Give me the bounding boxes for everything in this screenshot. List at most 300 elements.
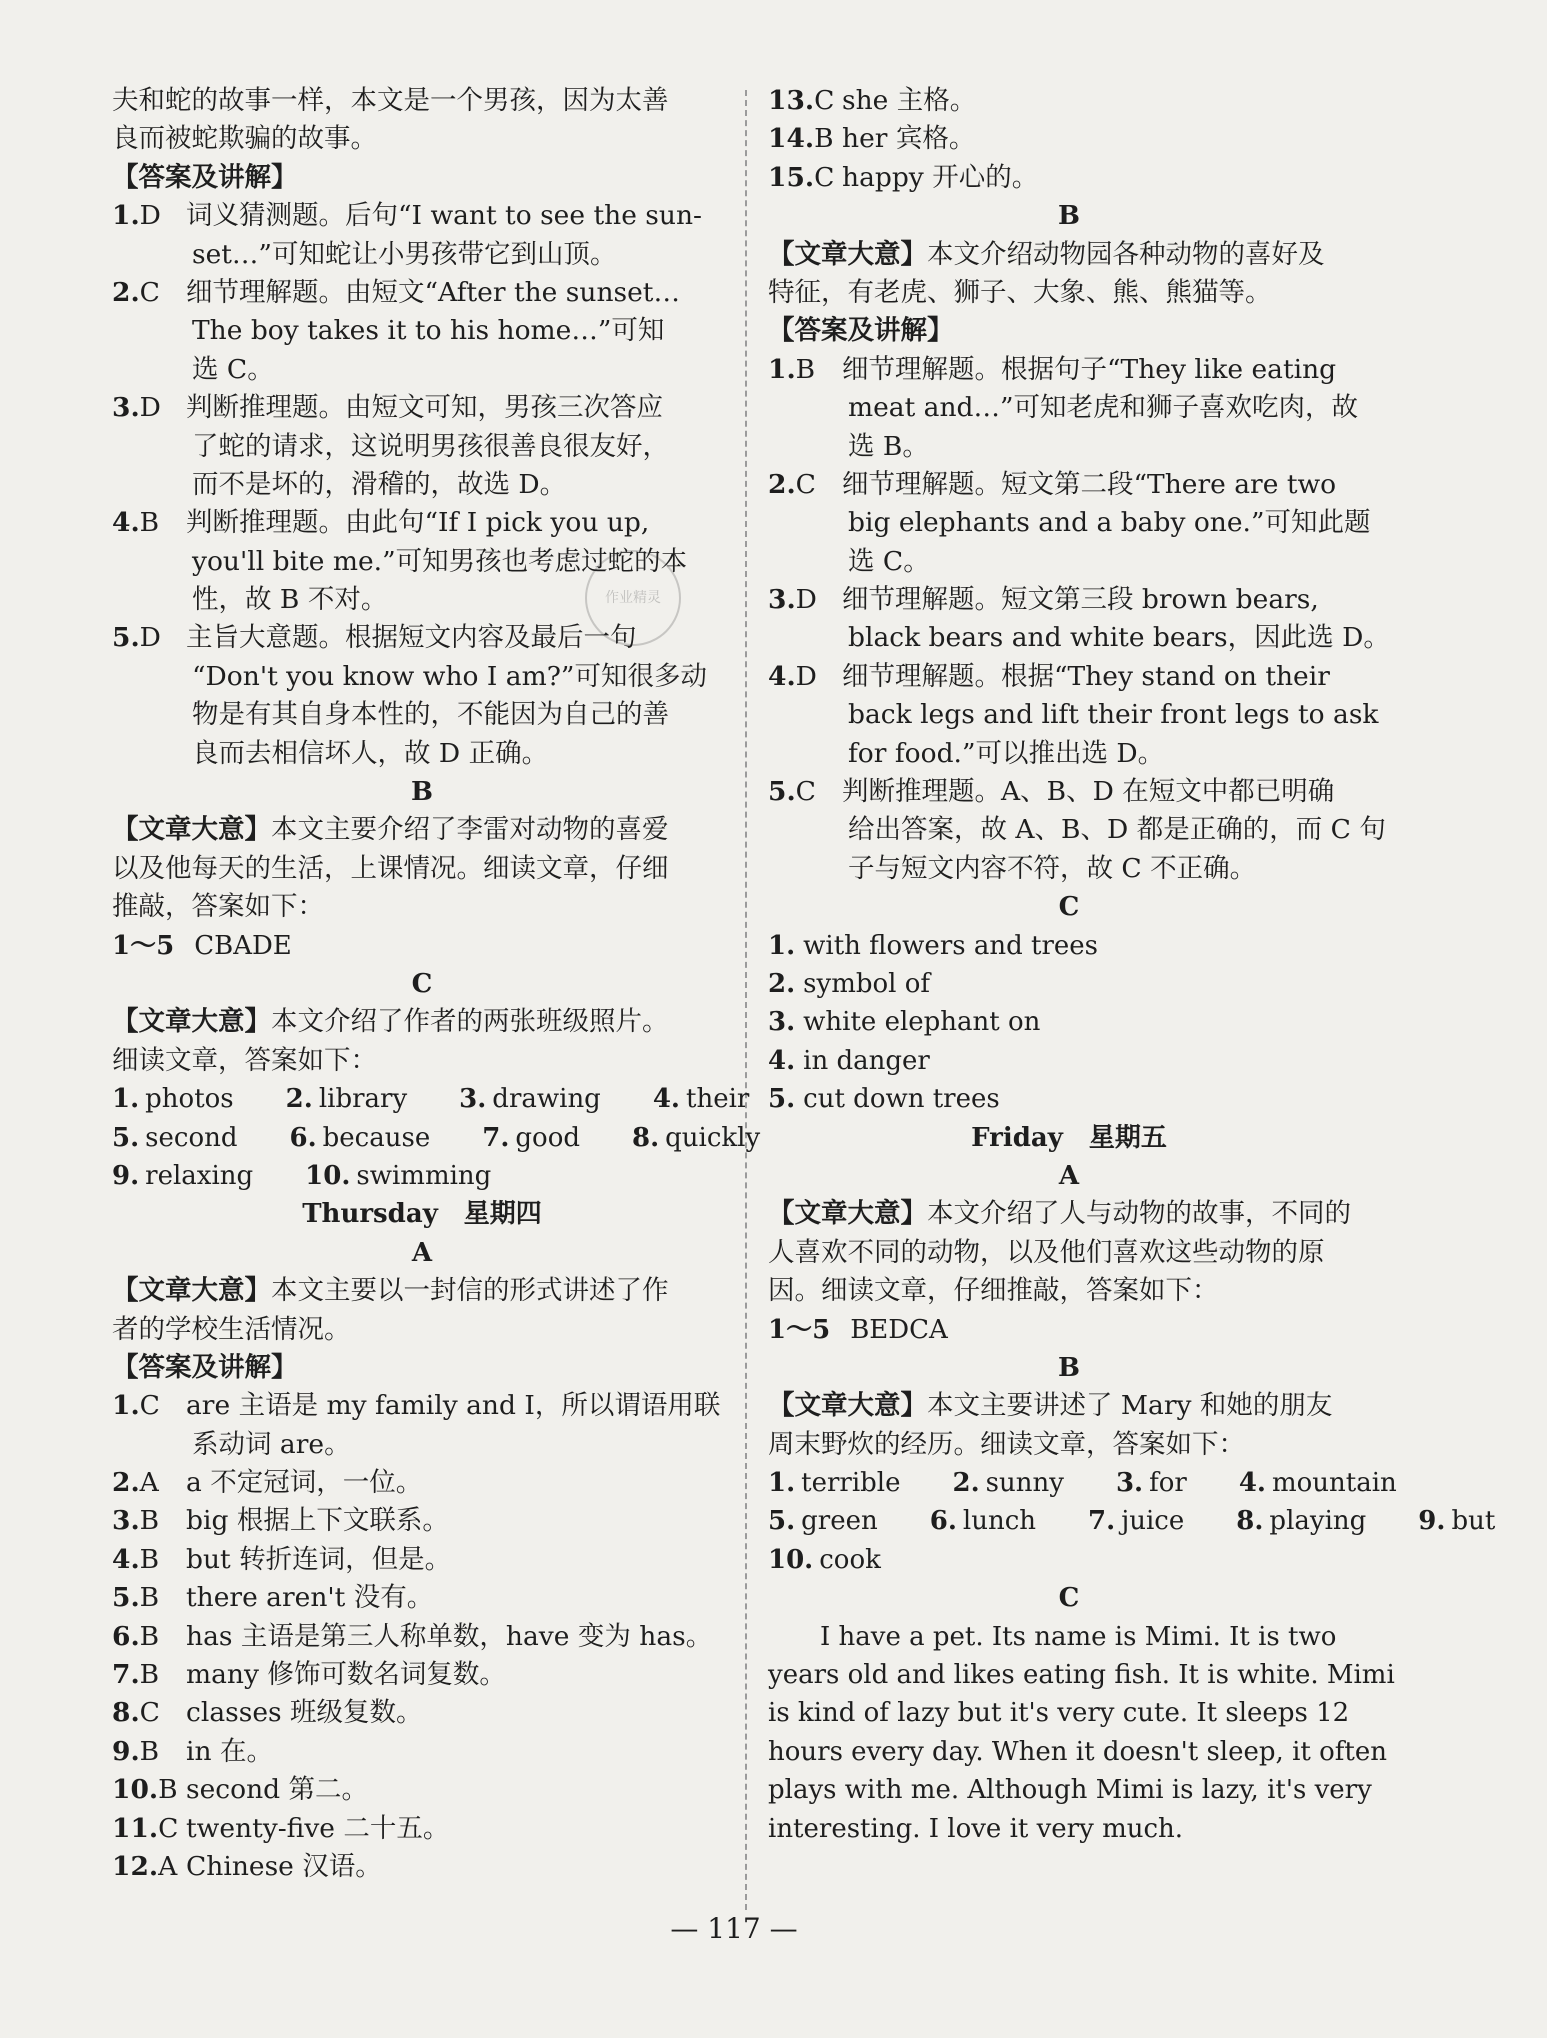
item-explanation: 细节理解题。短文第二段“There are two	[842, 468, 1337, 500]
answer-range: 1～5	[112, 930, 175, 961]
item-number: 3.	[112, 1505, 140, 1537]
answer-key	[768, 120, 842, 158]
answer-key	[112, 389, 186, 427]
word-answer	[768, 1502, 904, 1540]
answer-key	[112, 1387, 186, 1425]
item-number: 2.	[768, 468, 796, 500]
item-choice: C	[139, 276, 160, 308]
section-label: 【文章大意】	[768, 238, 927, 270]
item-explanation: there aren't 没有。	[186, 1582, 434, 1614]
answer-key	[112, 197, 186, 235]
answer-item	[112, 1848, 732, 1886]
answer-item	[112, 1541, 732, 1579]
answer-key	[768, 82, 842, 120]
item-number: 9.	[112, 1735, 140, 1767]
item-explanation: black bears and white bears，因此选 D。	[848, 622, 1390, 654]
item-number: 8.	[112, 1697, 140, 1729]
word-answer-row	[112, 1157, 732, 1195]
item-phrase: white elephant on	[803, 1007, 1041, 1038]
item-number: 10.	[305, 1160, 351, 1191]
item-explanation: 系动词 are。	[192, 1428, 351, 1460]
item-explanation: second 第二。	[186, 1774, 369, 1806]
summary-line	[112, 850, 732, 888]
summary-line	[112, 1272, 732, 1310]
item-word: but	[1451, 1506, 1496, 1537]
phrase-answer	[768, 1080, 1370, 1118]
section-label: 【文章大意】	[768, 1390, 927, 1422]
answer-item	[768, 159, 1370, 197]
item-number: 12.	[112, 1850, 159, 1882]
item-explanation: 物是有其自身本性的，不能因为自己的善	[192, 699, 669, 731]
summary-line	[768, 1272, 1370, 1310]
item-word: their	[686, 1084, 750, 1115]
answer-item-continued	[112, 1426, 732, 1464]
summary-text: 因。细读文章，仔细推敲，答案如下：	[768, 1275, 1219, 1307]
item-number: 6.	[289, 1122, 317, 1153]
word-answer-row	[768, 1502, 1496, 1540]
answer-item	[112, 504, 732, 542]
answer-item-continued	[768, 850, 1370, 888]
summary-line	[112, 888, 732, 926]
answer-item	[112, 1694, 732, 1732]
item-choice: B	[139, 507, 160, 539]
summary-text: 推敲，答案如下：	[112, 891, 324, 923]
item-number: 2.	[112, 1467, 140, 1499]
item-number: 15.	[768, 161, 815, 193]
item-explanation: big 根据上下文联系。	[186, 1505, 449, 1537]
answer-item	[112, 197, 732, 235]
item-number: 4.	[768, 1045, 796, 1076]
summary-text: 者的学校生活情况。	[112, 1313, 351, 1345]
item-explanation: 而不是坏的，滑稽的，故选 D。	[192, 468, 567, 500]
item-explanation: 子与短文内容不符，故 C 不正确。	[848, 852, 1257, 884]
answer-item	[768, 82, 1370, 120]
summary-line	[768, 1234, 1370, 1272]
item-number: 5.	[768, 1084, 796, 1115]
item-explanation: 词义猜测题。后句“I want to see the sun-	[186, 200, 702, 232]
item-choice: B	[139, 1505, 160, 1537]
answer-key	[112, 1810, 186, 1848]
item-explanation: 良而去相信坏人，故 D 正确。	[192, 737, 549, 769]
summary-text: 本文主要讲述了 Mary 和她的朋友	[927, 1390, 1333, 1422]
item-explanation: for food.”可以推出选 D。	[848, 737, 1165, 769]
section-letter: B	[1058, 201, 1080, 232]
answer-key-line	[112, 927, 732, 965]
item-choice: B	[139, 1659, 160, 1691]
item-number: 5.	[112, 622, 140, 654]
item-word: for	[1149, 1468, 1187, 1499]
answer-item-continued	[768, 735, 1370, 773]
section-label: 【文章大意】	[112, 814, 271, 846]
word-answer-row	[112, 1119, 761, 1157]
summary-text: 本文介绍了作者的两张班级照片。	[271, 1006, 669, 1038]
item-number: 6.	[929, 1506, 957, 1537]
answer-key	[768, 466, 842, 504]
word-answer	[768, 1464, 927, 1502]
item-choice: C	[795, 776, 816, 808]
item-number: 5.	[768, 776, 796, 808]
summary-text: 本文主要介绍了李雷对动物的喜爱	[271, 814, 669, 846]
item-number: 8.	[631, 1122, 660, 1153]
word-answer	[290, 1119, 457, 1157]
summary-text: 本文介绍动物园各种动物的喜好及	[927, 238, 1325, 270]
item-number: 4.	[652, 1084, 680, 1115]
item-word: drawing	[492, 1084, 601, 1115]
item-explanation: big elephants and a baby one.”可知此题	[848, 507, 1371, 539]
item-phrase: with flowers and trees	[803, 930, 1099, 961]
item-number: 3.	[1115, 1468, 1144, 1499]
answer-item-continued	[112, 696, 732, 734]
answer-key	[112, 1502, 186, 1540]
answer-item-continued	[768, 543, 1370, 581]
item-explanation: 细节理解题。由短文“After the sunset…	[186, 276, 680, 308]
answer-item-continued	[112, 543, 732, 581]
summary-text: 以及他每天的生活，上课情况。细读文章，仔细	[112, 852, 669, 884]
item-word: second	[145, 1122, 238, 1153]
day-heading-thursday: Thursday 星期四	[302, 1199, 542, 1230]
item-word: juice	[1121, 1506, 1185, 1537]
item-explanation: but 转折连词，但是。	[186, 1543, 452, 1575]
summary-text: 细读文章，答案如下：	[112, 1044, 377, 1076]
item-number: 5.	[112, 1582, 140, 1614]
summary-line	[112, 1311, 732, 1349]
item-word: terrible	[801, 1468, 901, 1499]
section-letter: B	[1058, 1352, 1080, 1383]
item-number: 3.	[112, 392, 140, 424]
item-explanation: 判断推理题。由此句“If I pick you up,	[186, 507, 650, 539]
answer-key	[112, 1618, 186, 1656]
item-number: 1.	[768, 353, 796, 385]
item-choice: B	[139, 1582, 160, 1614]
item-choice: B	[139, 1543, 160, 1575]
word-answer	[1236, 1502, 1392, 1540]
item-phrase: symbol of	[803, 968, 930, 999]
item-explanation: 给出答案，故 A、B、D 都是正确的，而 C 句	[848, 814, 1386, 846]
phrase-answer	[768, 927, 1370, 965]
item-explanation: 了蛇的请求，这说明男孩很善良很友好，	[192, 430, 669, 462]
answer-key	[112, 504, 186, 542]
summary-line	[768, 1426, 1370, 1464]
item-number: 4.	[1238, 1468, 1266, 1499]
item-explanation: classes 班级复数。	[186, 1697, 423, 1729]
word-answer	[768, 1541, 907, 1579]
item-number: 13.	[768, 85, 815, 116]
word-answer-row	[768, 1541, 1370, 1579]
answer-key	[768, 159, 842, 197]
phrase-answer	[768, 1042, 1370, 1080]
answer-item-continued	[768, 811, 1386, 849]
item-explanation: has 主语是第三人称单数，have 变为 has。	[186, 1620, 713, 1652]
answers-label: 【答案及讲解】	[768, 315, 954, 347]
answer-item	[112, 1579, 732, 1617]
item-explanation: are 主语是 my family and I，所以谓语用联	[186, 1390, 721, 1422]
answer-key	[112, 274, 186, 312]
item-explanation: 选 C。	[192, 353, 274, 385]
item-explanation: set…”可知蛇让小男孩带它到山顶。	[192, 238, 617, 270]
intro-line: 良而被蛇欺骗的故事。	[112, 123, 377, 155]
answer-key-line	[768, 1311, 1370, 1349]
word-answer	[953, 1464, 1090, 1502]
item-choice: D	[139, 200, 161, 232]
section-letter: C	[411, 968, 433, 999]
answer-item	[112, 1464, 732, 1502]
word-answer	[286, 1080, 433, 1118]
item-choice: C	[158, 1812, 179, 1844]
item-number: 14.	[768, 123, 815, 155]
section-letter: B	[411, 777, 433, 808]
item-word: playing	[1269, 1506, 1367, 1537]
item-choice: C	[139, 1390, 160, 1422]
item-number: 4.	[768, 660, 796, 692]
word-answer-row	[768, 1464, 1397, 1502]
answer-item	[112, 274, 732, 312]
item-number: 1.	[768, 1468, 796, 1499]
item-number: 1.	[768, 930, 796, 961]
word-answer-row	[112, 1080, 750, 1118]
section-letter: A	[411, 1237, 433, 1268]
summary-line	[112, 1042, 732, 1080]
answer-key	[112, 1848, 186, 1886]
item-number: 1.	[112, 200, 140, 232]
answer-key	[768, 351, 842, 389]
item-word: quickly	[665, 1122, 761, 1153]
intro-line: 夫和蛇的故事一样，本文是一个男孩，因为太善	[112, 85, 669, 116]
item-explanation: her 宾格。	[842, 123, 976, 155]
item-number: 6.	[112, 1620, 140, 1652]
answer-item	[112, 1387, 732, 1425]
item-number: 1.	[112, 1084, 140, 1115]
word-answer	[112, 1080, 260, 1118]
answer-item-continued	[112, 735, 732, 773]
answer-item	[768, 658, 1370, 696]
item-number: 7.	[1088, 1506, 1116, 1537]
composition-line: years old and likes eating fish. It is white. Mimi	[768, 1660, 1395, 1691]
item-explanation: 细节理解题。短文第三段 brown bears,	[842, 584, 1319, 616]
answer-item	[768, 581, 1370, 619]
answer-item-continued	[112, 658, 732, 696]
answer-item	[768, 773, 1370, 811]
summary-line	[768, 1195, 1370, 1233]
phrase-answer	[768, 1003, 1370, 1041]
item-explanation: 细节理解题。根据句子“They like eating	[842, 353, 1337, 385]
item-word: sunny	[985, 1468, 1064, 1499]
answer-item-continued	[112, 466, 732, 504]
item-choice: D	[795, 660, 817, 692]
composition-line: is kind of lazy but it's very cute. It sleeps 12	[768, 1698, 1350, 1729]
item-number: 2.	[285, 1084, 313, 1115]
composition-line: plays with me. Although Mimi is lazy, it's very	[768, 1775, 1372, 1806]
item-explanation: meat and…”可知老虎和狮子喜欢吃肉，故	[848, 392, 1359, 424]
answer-item-continued	[112, 236, 732, 274]
item-explanation: 判断推理题。由短文可知，男孩三次答应	[186, 392, 663, 424]
item-number: 11.	[112, 1812, 159, 1844]
item-number: 9.	[1418, 1506, 1446, 1537]
answers-label: 【答案及讲解】	[112, 1351, 298, 1383]
item-word: photos	[145, 1084, 234, 1115]
item-choice: B	[158, 1774, 178, 1806]
right-column	[768, 82, 1496, 1848]
answer-key	[768, 773, 842, 811]
section-letter: A	[1058, 1160, 1080, 1191]
item-number: 7.	[112, 1659, 140, 1691]
answer-letters: BEDCA	[850, 1314, 948, 1345]
answer-item	[768, 351, 1370, 389]
summary-line	[768, 1387, 1370, 1425]
item-choice: D	[139, 622, 161, 654]
answer-key	[112, 1464, 186, 1502]
answer-item	[768, 120, 1370, 158]
item-word: because	[322, 1122, 431, 1153]
summary-text: 本文介绍了人与动物的故事，不同的	[927, 1198, 1351, 1230]
item-number: 8.	[1236, 1506, 1264, 1537]
composition-line: I have a pet. Its name is Mimi. It is two	[820, 1621, 1337, 1652]
item-number: 3.	[768, 584, 796, 616]
summary-text: 本文主要以一封信的形式讲述了作	[271, 1275, 669, 1307]
item-explanation: Chinese 汉语。	[186, 1850, 382, 1882]
answer-item-continued	[768, 619, 1390, 657]
answer-item	[112, 619, 732, 657]
word-answer	[653, 1080, 775, 1118]
item-choice: D	[795, 584, 817, 616]
item-number: 10.	[112, 1774, 159, 1806]
item-choice: C	[814, 161, 835, 193]
answer-item-continued	[768, 389, 1370, 427]
answer-item	[112, 389, 732, 427]
word-answer	[305, 1157, 517, 1195]
word-answer	[632, 1119, 786, 1157]
answer-key	[112, 619, 186, 657]
item-choice: A	[139, 1467, 159, 1499]
item-choice: B	[795, 353, 816, 385]
item-explanation: she 主格。	[842, 85, 977, 116]
column-divider	[745, 90, 747, 1910]
item-explanation: 主旨大意题。根据短文内容及最后一句	[186, 622, 637, 654]
item-explanation: twenty-five 二十五。	[186, 1812, 450, 1844]
summary-text: 人喜欢不同的动物，以及他们喜欢这些动物的原	[768, 1236, 1325, 1268]
item-choice: D	[139, 392, 161, 424]
item-explanation: a 不定冠词，一位。	[186, 1467, 423, 1499]
summary-text: 周末野炊的经历。细读文章，答案如下：	[768, 1428, 1245, 1460]
summary-text: 特征，有老虎、狮子、大象、熊、熊猫等。	[768, 276, 1272, 308]
answer-key	[112, 1694, 186, 1732]
item-number: 2.	[952, 1468, 980, 1499]
answer-key	[112, 1656, 186, 1694]
item-word: library	[318, 1084, 408, 1115]
item-phrase: in danger	[803, 1045, 930, 1076]
item-phrase: cut down trees	[803, 1084, 1000, 1115]
item-number: 2.	[112, 276, 140, 308]
item-number: 2.	[768, 968, 796, 999]
item-number: 9.	[112, 1160, 140, 1191]
item-number: 5.	[768, 1506, 796, 1537]
item-explanation: 性，故 B 不对。	[192, 584, 388, 616]
answer-item	[112, 1810, 732, 1848]
item-explanation: you'll bite me.”可知男孩也考虑过蛇的本	[192, 545, 688, 577]
answer-item	[112, 1771, 732, 1809]
composition-line: hours every day. When it doesn't sleep, it often	[768, 1736, 1387, 1767]
word-answer	[930, 1502, 1062, 1540]
section-letter: C	[1058, 892, 1080, 923]
item-number: 3.	[459, 1084, 487, 1115]
page-number: — 117 —	[670, 1912, 798, 1945]
item-choice: B	[814, 123, 834, 155]
item-explanation: back legs and lift their front legs to ask	[848, 699, 1379, 731]
item-number: 1.	[112, 1390, 140, 1422]
day-heading-friday: Friday 星期五	[971, 1122, 1167, 1153]
item-explanation: 选 C。	[848, 545, 930, 577]
item-explanation: “Don't you know who I am?”可知很多动	[192, 660, 707, 692]
left-column	[112, 82, 761, 1886]
answer-item-continued	[768, 696, 1379, 734]
summary-line	[768, 236, 1370, 274]
item-word: good	[515, 1122, 580, 1153]
answer-item	[112, 1502, 732, 1540]
section-label: 【文章大意】	[112, 1275, 271, 1307]
answer-item-continued	[768, 504, 1370, 542]
item-word: relaxing	[145, 1160, 254, 1191]
answer-item-continued	[112, 351, 732, 389]
answer-item	[112, 1733, 732, 1771]
item-choice: B	[139, 1735, 160, 1767]
item-explanation: 选 B。	[848, 430, 929, 462]
item-choice: B	[139, 1620, 160, 1652]
answers-label: 【答案及讲解】	[112, 161, 298, 193]
item-number: 4.	[112, 507, 140, 539]
word-answer	[1116, 1464, 1213, 1502]
item-word: cook	[819, 1544, 881, 1575]
answer-key	[112, 1541, 186, 1579]
item-explanation: 细节理解题。根据“They stand on their	[842, 660, 1330, 692]
section-label: 【文章大意】	[768, 1198, 927, 1230]
composition-line: interesting. I love it very much.	[768, 1813, 1184, 1844]
word-answer	[482, 1119, 606, 1157]
item-explanation: 判断推理题。A、B、D 在短文中都已明确	[842, 776, 1335, 808]
item-number: 4.	[112, 1543, 140, 1575]
answer-item-continued	[112, 312, 732, 350]
item-explanation: many 修饰可数名词复数。	[186, 1659, 506, 1691]
answer-key	[768, 581, 842, 619]
answer-key	[112, 1771, 186, 1809]
section-letter: C	[1058, 1583, 1080, 1614]
answer-item	[112, 1618, 732, 1656]
item-explanation: The boy takes it to his home…”可知	[192, 315, 665, 347]
item-choice: C	[139, 1697, 160, 1729]
item-word: mountain	[1271, 1468, 1397, 1499]
word-answer	[1418, 1502, 1521, 1540]
answer-item-continued	[768, 428, 1370, 466]
word-answer	[459, 1080, 627, 1118]
answer-range: 1～5	[768, 1314, 831, 1345]
word-answer	[112, 1157, 279, 1195]
watermark-text: 作业精灵	[605, 590, 661, 606]
word-answer	[112, 1119, 264, 1157]
item-word: green	[801, 1506, 878, 1537]
item-number: 3.	[768, 1007, 796, 1038]
item-choice: A	[158, 1850, 178, 1882]
summary-line	[768, 274, 1370, 312]
item-explanation: happy 开心的。	[842, 161, 1039, 193]
item-choice: C	[814, 85, 835, 116]
phrase-answer	[768, 965, 1370, 1003]
answer-key	[768, 658, 842, 696]
word-answer	[1088, 1502, 1210, 1540]
answer-item	[768, 466, 1370, 504]
summary-line	[112, 811, 732, 849]
answer-item	[112, 1656, 732, 1694]
word-answer	[1239, 1464, 1423, 1502]
item-explanation: in 在。	[186, 1735, 273, 1767]
answer-key	[112, 1733, 186, 1771]
